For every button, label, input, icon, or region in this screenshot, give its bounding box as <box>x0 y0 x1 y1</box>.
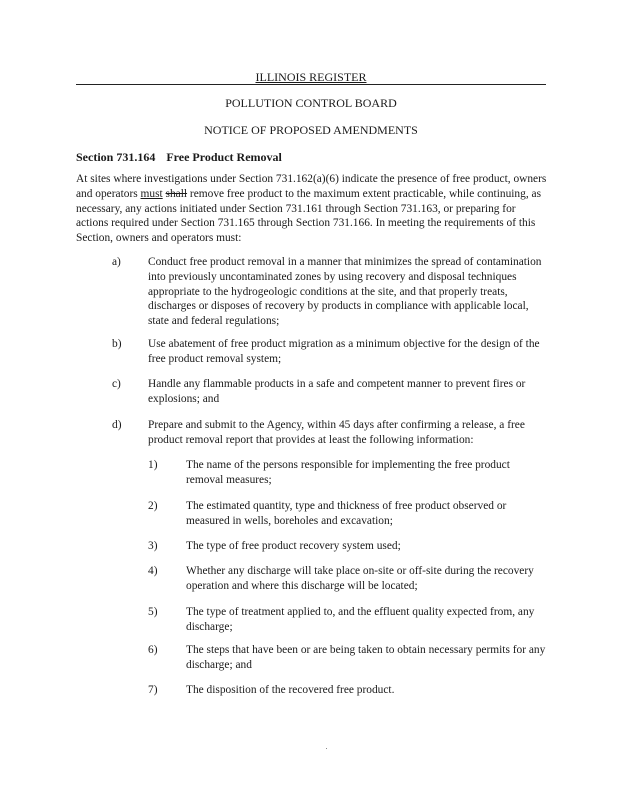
subitem-2-text: The estimated quantity, type and thickness of free product observed or measured in wells, boreholes and excavation; <box>186 500 507 527</box>
item-d-text: Prepare and submit to the Agency, within 45 days after confirming a release, a free product removal report that provides at least the following information: <box>148 419 525 446</box>
subitem-1-label: 1) <box>148 459 158 471</box>
subitem-4-label: 4) <box>148 565 158 577</box>
scan-speck <box>326 748 327 749</box>
register-header: ILLINOIS REGISTER <box>255 70 367 84</box>
subitem-5-label: 5) <box>148 606 158 618</box>
item-a-text: Conduct free product removal in a manner that minimizes the spread of contamination into previously uncontaminated zones by using recovery and disposal techniques appropriate to the hydrogeologic conditions at the site, and that properly treats, discharges or disposes of recovery by products in compliance with applicable local, state and federal regulations; <box>148 256 542 328</box>
section-title: Free Product Removal <box>166 150 282 164</box>
item-b-label: b) <box>112 338 122 350</box>
subitem-6-label: 6) <box>148 644 158 656</box>
item-d-label: d) <box>112 419 122 431</box>
subitem-3-label: 3) <box>148 540 158 552</box>
subitem-4-text: Whether any discharge will take place on-site or off-site during the recovery operation and where this discharge will be located; <box>186 565 534 592</box>
subitem-3-text: The type of free product recovery system used; <box>186 540 401 552</box>
item-a-label: a) <box>112 256 121 268</box>
section-heading <box>76 150 282 165</box>
subitem-7-label: 7) <box>148 684 158 696</box>
item-b-text: Use abatement of free product migration as a minimum objective for the design of the free product removal system; <box>148 338 540 365</box>
deleted-text: shall <box>165 187 188 200</box>
item-c-text: Handle any flammable products in a safe and competent manner to prevent fires or explosions; and <box>148 378 526 405</box>
subitem-1-text: The name of the persons responsible for implementing the free product removal measures; <box>186 459 510 486</box>
subitem-7-text: The disposition of the recovered free product. <box>186 684 395 696</box>
board-title: POLLUTION CONTROL BOARD <box>225 96 397 110</box>
section-number: Section 731.164 <box>76 150 156 164</box>
inserted-text: must <box>140 187 163 200</box>
subitem-5-text: The type of treatment applied to, and the effluent quality expected from, any discharge; <box>186 606 535 633</box>
subitem-6-text: The steps that have been or are being taken to obtain necessary permits for any discharge; and <box>186 644 546 671</box>
notice-title: NOTICE OF PROPOSED AMENDMENTS <box>204 123 418 137</box>
header-rule <box>76 71 546 85</box>
subitem-2-label: 2) <box>148 500 158 512</box>
intro-paragraph: At sites where investigations under Section 731.162(a)(6) indicate the presence of free product, owners and operators must shall remove free product to the maximum extent practicable, while continuing, as necessary, any actions initiated under Section 731.161 through Section 731.163, or preparing for actions required under Section 731.165 through Section 731.166. In meeting the requirements of this Section, owners and operators must: <box>76 173 547 245</box>
item-c-label: c) <box>112 378 121 390</box>
